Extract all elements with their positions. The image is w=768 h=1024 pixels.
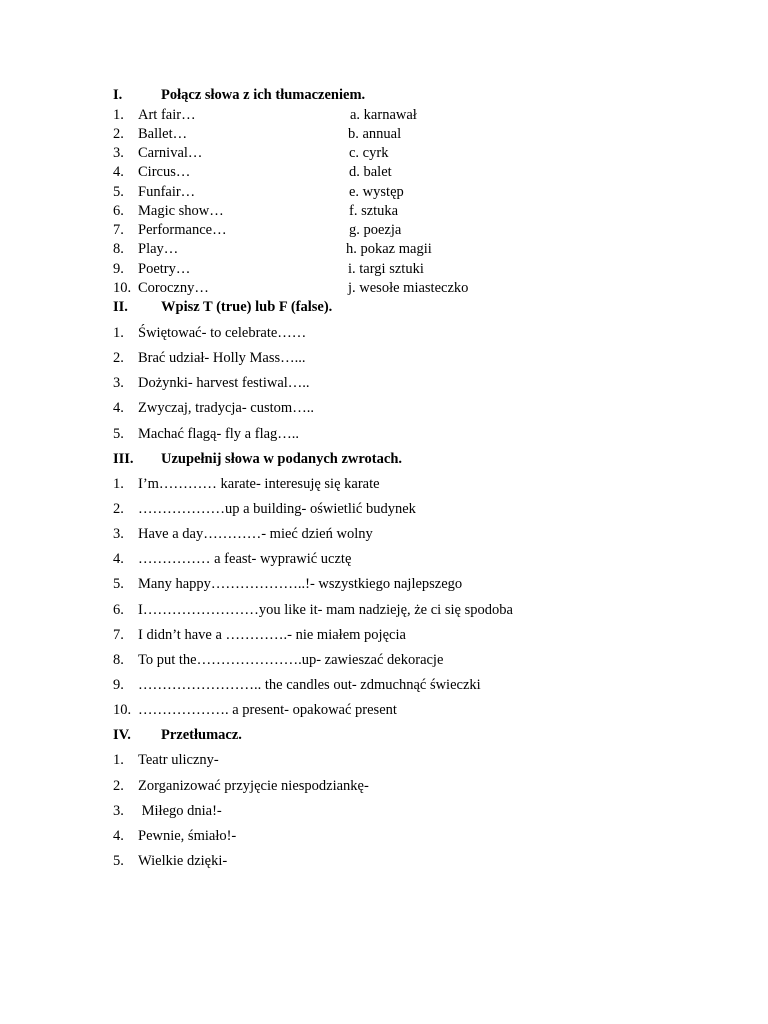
item-text: Świętować- to celebrate…… [138,325,307,341]
item-text: ………………up a building- oświetlić budynek [138,501,416,517]
section-1-heading [113,86,365,104]
item-number: 6. [113,602,124,618]
list-item [113,475,380,493]
item-number: 8. [113,652,124,668]
item-number: 9. [113,261,124,277]
section-3-heading [113,450,402,468]
item-number: 5. [113,426,124,442]
item-number: 5. [113,184,124,200]
item-text: Have a day…………- mieć dzień wolny [138,526,373,542]
item-number: 1. [113,476,124,492]
list-item [113,626,406,644]
item-text: I……………………you like it- mam nadzieję, że ci się spodoba [138,602,513,618]
item-number: 3. [113,375,124,391]
list-item [113,374,310,392]
item-number: 4. [113,828,124,844]
match-item-right: d. balet [349,164,392,180]
item-number: 1. [113,752,124,768]
item-number: 2. [113,501,124,517]
item-text: …………… a feast- wyprawić ucztę [138,551,352,567]
item-text: Performance… [138,222,227,238]
match-item-right: i. targi sztuki [348,261,424,277]
match-item-left [113,125,187,143]
list-item [113,676,481,694]
item-text: Teatr uliczny- [138,752,219,768]
list-item [113,525,373,543]
item-number: 2. [113,778,124,794]
item-text: Pewnie, śmiało!- [138,828,237,844]
item-number: 1. [113,325,124,341]
list-item [113,500,416,518]
list-item [113,550,351,568]
list-item [113,827,236,845]
match-item-right: f. sztuka [349,203,399,219]
item-text: I didn’t have a ………….- nie miałem pojęcia [138,627,406,643]
item-number: 4. [113,400,124,416]
item-text: ………………. a present- opakować present [138,702,397,718]
section-title: Uzupełnij słowa w podanych zwrotach. [161,451,403,467]
list-item [113,425,299,443]
match-item-left [113,279,209,297]
item-number: 3. [113,145,124,161]
section-title: Połącz słowa z ich tłumaczeniem. [161,87,366,103]
item-text: Dożynki- harvest festiwal….. [138,375,310,391]
list-item [113,777,369,795]
match-item-left [113,202,224,220]
section-number: II. [113,299,128,315]
item-number: 4. [113,551,124,567]
item-number: 9. [113,677,124,693]
item-text: Brać udział- Holly Mass…... [138,350,306,366]
list-item [113,852,227,870]
item-number: 5. [113,853,124,869]
list-item [113,802,222,820]
item-number: 5. [113,576,124,592]
section-number: I. [113,87,123,103]
match-item-right: j. wesołe miasteczko [348,280,469,296]
match-item-right: g. poezja [349,222,402,238]
item-text: Magic show… [138,203,224,219]
item-text: Miłego dnia!- [138,803,222,819]
match-item-right: h. pokaz magii [346,241,432,257]
list-item [113,601,513,619]
item-text: Machać flagą- fly a flag….. [138,426,300,442]
match-item-right: e. występ [349,184,404,200]
list-item [113,651,443,669]
item-text: I’m………… karate- interesuję się karate [138,476,380,492]
match-item-left [113,144,202,162]
match-item-left [113,183,195,201]
item-text: Circus… [138,164,191,180]
list-item [113,575,462,593]
item-number: 1. [113,107,124,123]
list-item [113,349,306,367]
item-number: 7. [113,222,124,238]
list-item [113,399,314,417]
section-4-heading [113,726,242,744]
match-item-left [113,221,227,239]
item-text: …………………….. the candles out- zdmuchnąć świeczki [138,677,481,693]
match-item-right: b. annual [348,126,402,142]
match-item-left [113,260,190,278]
section-title: Wpisz T (true) lub F (false). [161,299,333,315]
match-item-left [113,106,196,124]
match-item-left [113,163,190,181]
item-text: Zwyczaj, tradycja- custom….. [138,400,314,416]
match-item-left [113,240,178,258]
section-number: III. [113,451,134,467]
section-2-heading [113,298,332,316]
item-number: 2. [113,350,124,366]
match-item-right: a. karnawał [350,107,417,123]
item-number: 10. [113,702,132,718]
item-number: 3. [113,803,124,819]
item-text: Carnival… [138,145,203,161]
item-text: Many happy………………..!- wszystkiego najlepszego [138,576,463,592]
item-text: To put the………………….up- zawieszać dekoracje [138,652,444,668]
list-item [113,701,397,719]
item-number: 3. [113,526,124,542]
item-text: Coroczny… [138,280,209,296]
item-text: Ballet… [138,126,188,142]
item-text: Play… [138,241,179,257]
item-text: Poetry… [138,261,191,277]
item-number: 2. [113,126,124,142]
item-number: 7. [113,627,124,643]
match-item-right: c. cyrk [349,145,389,161]
list-item [113,751,219,769]
item-text: Funfair… [138,184,196,200]
section-title: Przetłumacz. [161,727,242,743]
item-number: 4. [113,164,124,180]
item-number: 10. [113,280,132,296]
item-number: 6. [113,203,124,219]
item-number: 8. [113,241,124,257]
item-text: Art fair… [138,107,196,123]
section-number: IV. [113,727,131,743]
list-item [113,324,306,342]
item-text: Wielkie dzięki- [138,853,228,869]
item-text: Zorganizować przyjęcie niespodziankę- [138,778,369,794]
